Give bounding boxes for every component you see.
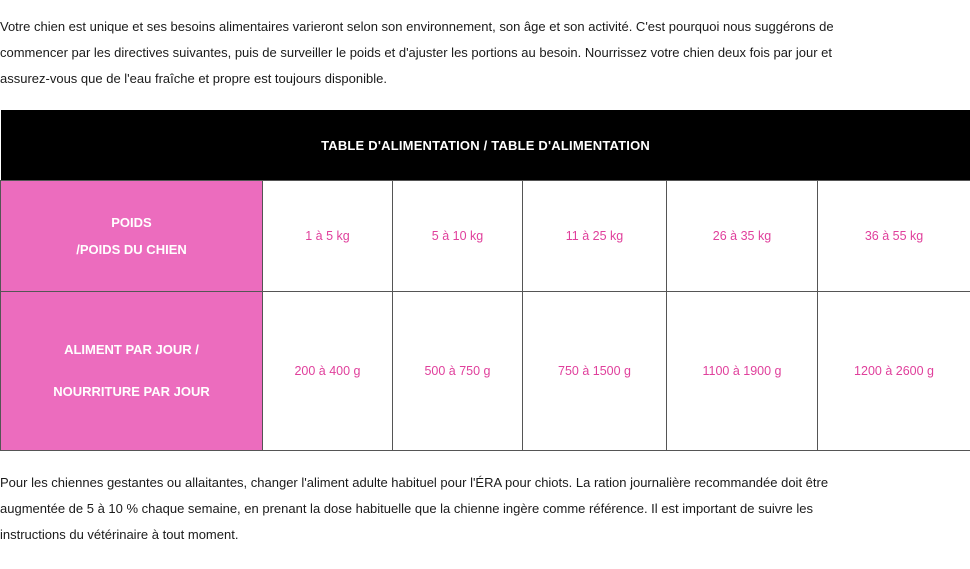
weight-cell: 11 à 25 kg [523, 181, 667, 292]
food-cell: 1100 à 1900 g [667, 292, 818, 451]
food-cell: 750 à 1500 g [523, 292, 667, 451]
table-row-weight [1, 181, 970, 292]
weight-cell: 1 à 5 kg [263, 181, 393, 292]
food-cell: 200 à 400 g [263, 292, 393, 451]
table-title: TABLE D'ALIMENTATION / TABLE D'ALIMENTATION [1, 110, 970, 181]
food-cell: 500 à 750 g [393, 292, 523, 451]
weight-cell: 26 à 35 kg [667, 181, 818, 292]
food-label: ALIMENT PAR JOUR / NOURRITURE PAR JOUR [1, 292, 263, 451]
weight-cell: 36 à 55 kg [818, 181, 970, 292]
feeding-table [0, 110, 970, 451]
intro-paragraph: Votre chien est unique et ses besoins alimentaires varieront selon son environnement, son âge et son activité. C'est pourquoi nous suggérons de commencer par les directives suivantes, puis de surveiller le poids et d'ajuster les portions au besoin. Nourrissez votre chien deux fois par jour et assurez-vous que de l'eau fraîche et propre est toujours disponible. [0, 19, 834, 86]
food-cell: 1200 à 2600 g [818, 292, 970, 451]
table-row-food [1, 292, 970, 451]
weight-label: POIDS /POIDS DU CHIEN [1, 181, 263, 292]
footer-paragraph: Pour les chiennes gestantes ou allaitantes, changer l'aliment adulte habituel pour l'ÉRA pour chiots. La ration journalière recommandée doit être augmentée de 5 à 10 % chaque semaine, en prenant la dose habituelle que la chienne ingère comme référence. Il est important de suivre les instructions du vétérinaire à tout moment. [0, 475, 829, 542]
weight-cell: 5 à 10 kg [393, 181, 523, 292]
